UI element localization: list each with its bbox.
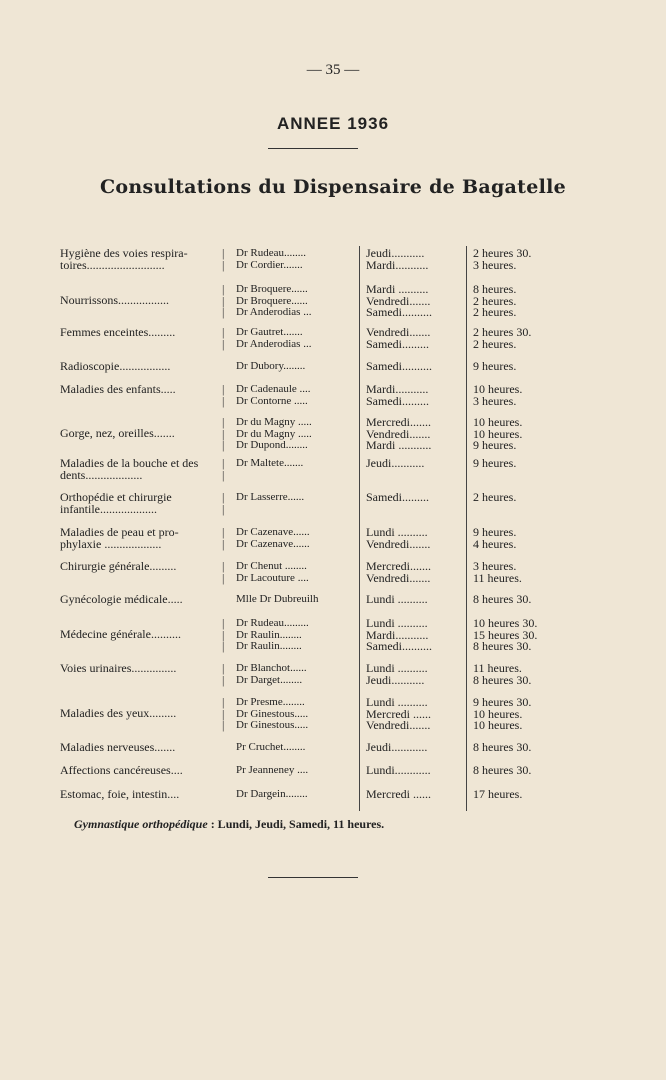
page-number: — 35 — xyxy=(306,62,360,78)
doc-cell: Dr Raulin........ xyxy=(236,628,302,641)
day-cell: Mardi........... xyxy=(366,382,429,396)
hour-cell: 8 heures 30. xyxy=(473,740,532,754)
specialty-cell: Maladies des yeux......... xyxy=(60,706,177,720)
doc-cell: Dr Maltete....... xyxy=(236,457,304,469)
day-cell: Mercredi ...... xyxy=(366,706,431,721)
doc-cell: Dr Cordier....... xyxy=(236,258,303,271)
footer-note xyxy=(74,817,384,832)
day-cell: Vendredi....... xyxy=(366,570,431,585)
hour-cell: 10 heures. xyxy=(473,415,523,429)
specialty-cell: Hygiène des voies respira- toires.......................... xyxy=(60,246,188,272)
doc-cell: Dr Lasserre...... xyxy=(236,491,305,503)
doc-cell: Dr Rudeau........ xyxy=(236,247,306,259)
hour-cell: 10 heures. xyxy=(473,382,523,396)
brace-mark: | | xyxy=(222,246,225,272)
day-cell: Vendredi....... xyxy=(366,293,431,308)
footer-label: Gymnastique orthopédique xyxy=(74,817,208,831)
hour-cell: 2 heures 30. xyxy=(473,246,532,260)
doc-cell: Dr Dubory........ xyxy=(236,360,306,372)
doc-cell: Dr Presme........ xyxy=(236,696,305,708)
day-cell: Vendredi....... xyxy=(366,718,431,732)
specialty-cell: Gynécologie médicale..... xyxy=(60,592,183,606)
main-title: Consultations du Dispensaire de Bagatelle xyxy=(99,176,567,198)
specialty-cell: Médecine générale.......... xyxy=(60,627,181,641)
day-cell: Samedi......... xyxy=(366,336,429,351)
day-cell: Samedi.......... xyxy=(366,305,432,319)
hour-cell: 3 heures. xyxy=(473,559,517,573)
day-cell: Lundi............ xyxy=(366,763,431,777)
doc-cell: Dr Dupond........ xyxy=(236,439,308,451)
hour-cell: 8 heures 30. xyxy=(473,763,532,777)
doc-cell: Dr Anderodias ... xyxy=(236,337,312,350)
brace-mark: | | xyxy=(222,490,225,516)
specialty-cell: Voies urinaires............... xyxy=(60,661,177,675)
day-cell: Mardi........... xyxy=(366,627,429,642)
doc-cell: Pr Cruchet........ xyxy=(236,741,306,753)
hour-cell: 9 heures. xyxy=(473,525,517,539)
doc-cell: Dr Broquere...... xyxy=(236,294,308,307)
doc-cell: Dr Ginestous..... xyxy=(236,707,309,720)
hour-cell: 8 heures 30. xyxy=(473,672,532,687)
day-cell: Jeudi............ xyxy=(366,740,428,754)
doc-cell: Dr Cadenaule .... xyxy=(236,383,311,395)
column-divider-right xyxy=(466,246,467,811)
day-cell: Samedi.......... xyxy=(366,359,432,373)
specialty-cell: Maladies de peau et pro- phylaxie ................... xyxy=(60,525,179,551)
hour-cell: 2 heures 30. xyxy=(473,325,532,339)
day-cell: Vendredi....... xyxy=(366,536,431,551)
hour-cell: 3 heures. xyxy=(473,393,517,408)
specialty-cell: Nourrissons................. xyxy=(60,293,170,307)
specialty-cell: Chirurgie générale......... xyxy=(60,559,177,573)
hour-cell: 2 heures. xyxy=(473,305,517,319)
hour-cell: 9 heures. xyxy=(473,438,517,452)
day-cell: Vendredi....... xyxy=(366,426,431,441)
day-cell: Jeudi........... xyxy=(366,672,425,687)
doc-cell: Dr Darget........ xyxy=(236,673,303,686)
specialty-cell: Affections cancéreuses.... xyxy=(60,763,183,777)
brace-mark: | | | xyxy=(222,282,225,319)
doc-cell: Mlle Dr Dubreuilh xyxy=(236,593,319,605)
hour-cell: 8 heures 30. xyxy=(473,639,532,653)
doc-cell: Dr Rudeau......... xyxy=(236,617,309,629)
day-cell: Samedi.......... xyxy=(366,639,432,653)
hour-cell: 11 heures. xyxy=(473,661,522,675)
doc-cell: Pr Jeanneney .... xyxy=(236,764,309,776)
day-cell: Mardi........... xyxy=(366,257,429,272)
brace-mark: | | | xyxy=(222,616,225,653)
doc-cell: Dr du Magny ..... xyxy=(236,427,312,440)
doc-cell: Dr Gautret....... xyxy=(236,326,303,338)
specialty-cell: Maladies nerveuses....... xyxy=(60,740,176,754)
hour-cell: 17 heures. xyxy=(473,787,523,801)
brace-mark: | | | xyxy=(222,415,225,452)
day-cell: Samedi......... xyxy=(366,393,429,408)
day-cell: Lundi .......... xyxy=(366,661,428,675)
brace-mark: | | xyxy=(222,661,225,687)
doc-cell: Dr Dargein........ xyxy=(236,788,308,800)
day-cell: Lundi .......... xyxy=(366,695,428,709)
day-cell: Samedi......... xyxy=(366,490,429,504)
hour-cell: 8 heures 30. xyxy=(473,592,532,606)
hour-cell: 8 heures. xyxy=(473,282,517,296)
hour-cell: 9 heures 30. xyxy=(473,695,532,709)
day-cell: Lundi .......... xyxy=(366,616,428,630)
specialty-cell: Femmes enceintes......... xyxy=(60,325,176,339)
hour-cell: 2 heures. xyxy=(473,293,517,308)
doc-cell: Dr Lacouture .... xyxy=(236,571,309,584)
doc-cell: Dr Raulin........ xyxy=(236,640,302,652)
hour-cell: 10 heures. xyxy=(473,706,523,721)
hour-cell: 9 heures. xyxy=(473,359,517,373)
doc-cell: Dr Anderodias ... xyxy=(236,306,312,318)
hour-cell: 10 heures. xyxy=(473,718,523,732)
hour-cell: 10 heures 30. xyxy=(473,616,538,630)
specialty-cell: Maladies de la bouche et des dents................... xyxy=(60,456,199,482)
day-cell: Mercredi....... xyxy=(366,559,431,573)
brace-mark: | | xyxy=(222,559,225,585)
doc-cell: Dr Ginestous..... xyxy=(236,719,309,731)
specialty-cell: Maladies des enfants..... xyxy=(60,382,176,396)
column-divider-left xyxy=(359,246,360,811)
hour-cell: 11 heures. xyxy=(473,570,522,585)
doc-cell: Dr Chenut ........ xyxy=(236,560,307,572)
brace-mark: | | | xyxy=(222,695,225,732)
hour-cell: 2 heures. xyxy=(473,336,517,351)
doc-cell: Dr du Magny ..... xyxy=(236,416,312,428)
day-cell: Mercredi ...... xyxy=(366,787,431,801)
day-cell: Lundi .......... xyxy=(366,592,428,606)
doc-cell: Dr Contorne ..... xyxy=(236,394,308,407)
year-title: ANNEE 1936 xyxy=(276,114,390,133)
brace-mark: | | xyxy=(222,325,225,351)
day-cell: Jeudi........... xyxy=(366,456,425,470)
day-cell: Mardi ........... xyxy=(366,438,432,452)
day-cell: Lundi .......... xyxy=(366,525,428,539)
footer-text: : Lundi, Jeudi, Samedi, 11 heures. xyxy=(210,817,385,831)
doc-cell: Dr Cazenave...... xyxy=(236,526,310,538)
specialty-cell: Gorge, nez, oreilles....... xyxy=(60,426,175,440)
doc-cell: Dr Cazenave...... xyxy=(236,537,310,550)
day-cell: Mercredi....... xyxy=(366,415,431,429)
day-cell: Mardi .......... xyxy=(366,282,429,296)
doc-cell: Dr Broquere...... xyxy=(236,283,308,295)
hour-cell: 9 heures. xyxy=(473,456,517,470)
specialty-cell: Radioscopie................. xyxy=(60,359,171,373)
specialty-cell: Estomac, foie, intestin.... xyxy=(60,787,180,801)
hour-cell: 10 heures. xyxy=(473,426,523,441)
hour-cell: 3 heures. xyxy=(473,257,517,272)
bottom-rule xyxy=(268,877,358,878)
doc-cell: Dr Blanchot...... xyxy=(236,662,307,674)
day-cell: Vendredi....... xyxy=(366,325,431,339)
brace-mark: | | xyxy=(222,525,225,551)
hour-cell: 4 heures. xyxy=(473,536,517,551)
specialty-cell: Orthopédie et chirurgie infantile................... xyxy=(60,490,172,516)
hour-cell: 2 heures. xyxy=(473,490,517,504)
brace-mark: | | xyxy=(222,456,225,482)
day-cell: Jeudi........... xyxy=(366,246,425,260)
brace-mark: | | xyxy=(222,382,225,408)
hour-cell: 15 heures 30. xyxy=(473,627,538,642)
